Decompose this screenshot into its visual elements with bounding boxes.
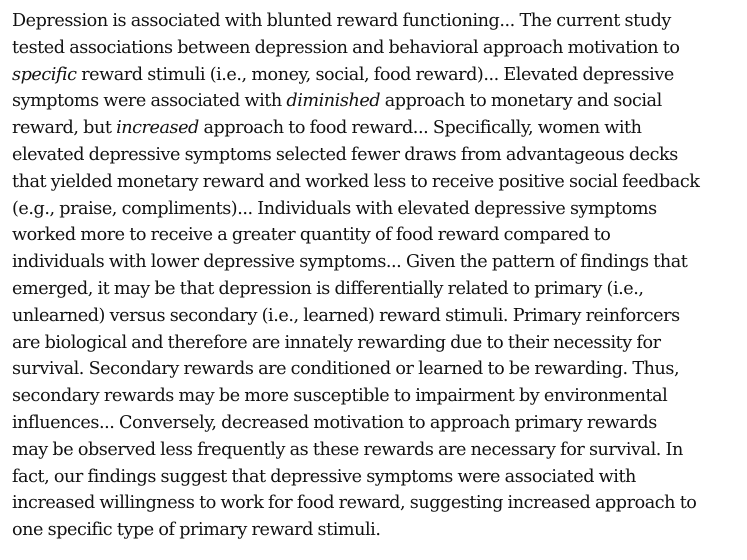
text-line: that yielded monetary reward and worked less to receive positive social feedback	[12, 171, 700, 192]
text-line: one specific type of primary reward stimuli.	[12, 520, 381, 541]
text-line: tested associations between depression and behavioral approach motivation to	[12, 37, 680, 58]
text-line: Depression is associated with blunted reward functioning... The current study	[12, 11, 671, 31]
text-line: are biological and therefore are innately rewarding due to their necessity for	[12, 332, 661, 353]
text-line: fact, our findings suggest that depressive symptoms were associated with	[12, 466, 636, 487]
text-line: may be observed less frequently as these rewards are necessary for survival. In	[12, 439, 683, 460]
text-line: unlearned) versus secondary (i.e., learned) reward stimuli. Primary reinforcers	[12, 305, 680, 326]
emphasized-word: diminished	[286, 91, 381, 112]
emphasized-word: specific	[12, 64, 77, 85]
text-line: emerged, it may be that depression is differentially related to primary (i.e.,	[12, 278, 644, 299]
text-line: specific reward stimuli (i.e., money, social, food reward)... Elevated depressive	[12, 64, 674, 85]
text-line: symptoms were associated with diminished approach to monetary and social	[12, 91, 662, 112]
text-line: (e.g., praise, compliments)... Individuals with elevated depressive symptoms	[12, 198, 657, 219]
text-line: increased willingness to work for food reward, suggesting increased approach to	[12, 493, 697, 514]
text-line: reward, but increased approach to food reward... Specifically, women with	[12, 118, 642, 139]
text-line: survival. Secondary rewards are conditioned or learned to be rewarding. Thus,	[12, 359, 680, 380]
text-line: worked more to receive a greater quantity of food reward compared to	[12, 225, 611, 246]
text-line: influences... Conversely, decreased motivation to approach primary rewards	[12, 412, 657, 433]
text-line: secondary rewards may be more susceptible to impairment by environmental	[12, 386, 668, 407]
text-line: individuals with lower depressive symptoms... Given the pattern of findings that	[12, 252, 688, 273]
text-line: elevated depressive symptoms selected fewer draws from advantageous decks	[12, 144, 678, 165]
emphasized-word: increased	[116, 118, 199, 139]
excerpt-paragraph	[12, 8, 740, 544]
